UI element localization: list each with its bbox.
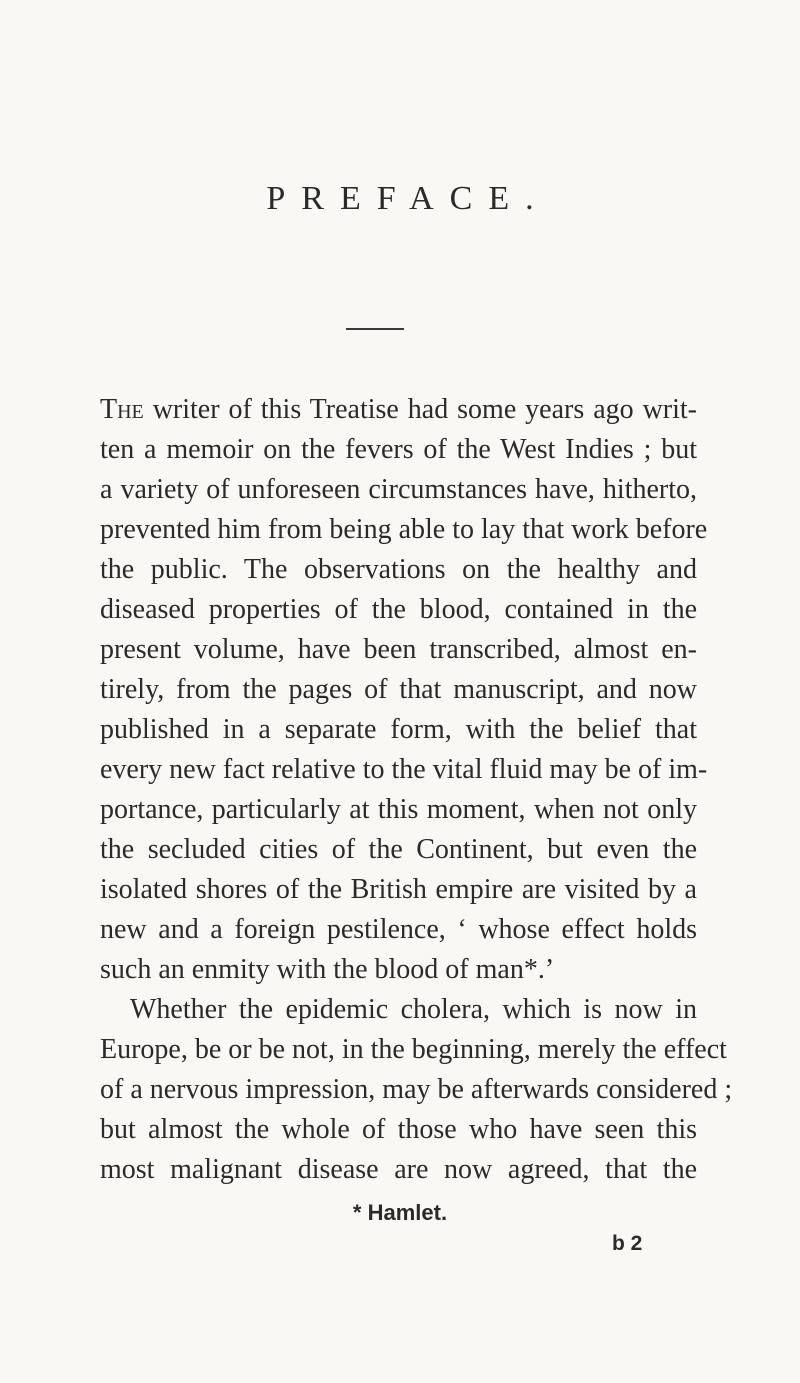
page-heading: PREFACE. xyxy=(266,180,550,217)
body-line-14: new and a foreign pestilence, ‘ whose effect holds xyxy=(100,914,697,945)
footnote: * Hamlet. xyxy=(352,1200,448,1225)
heading-rule xyxy=(346,328,404,330)
signature-mark: b 2 xyxy=(612,1232,643,1255)
drop-word: The xyxy=(100,394,144,425)
body-line-19: but almost the whole of those who have seen this xyxy=(100,1114,697,1145)
body-line-11: portance, particularly at this moment, when not only xyxy=(100,794,697,825)
body-line-13: isolated shores of the British empire are visited by a xyxy=(100,874,697,905)
body-line-17: Europe, be or be not, in the beginning, merely the effect xyxy=(100,1034,727,1065)
body-line-9: published in a separate form, with the belief that xyxy=(100,714,697,745)
body-line-18: of a nervous impression, may be afterwards considered ; xyxy=(100,1074,733,1105)
body-line-6: diseased properties of the blood, contained in the xyxy=(100,594,697,625)
body-line-1-text: writer of this Treatise had some years ago writ- xyxy=(143,394,697,425)
body-line-15: such an enmity with the blood of man*.’ xyxy=(100,954,555,985)
body-line-7: present volume, have been transcribed, almost en- xyxy=(100,634,697,665)
body-line-1 xyxy=(100,390,697,430)
body-line-20: most malignant disease are now agreed, that the xyxy=(100,1154,697,1185)
body-line-8: tirely, from the pages of that manuscript, and now xyxy=(100,674,697,705)
body-line-12: the secluded cities of the Continent, but even the xyxy=(100,834,697,865)
body-line-10: every new fact relative to the vital fluid may be of im- xyxy=(100,754,708,785)
body-line-2: ten a memoir on the fevers of the West Indies ; but xyxy=(100,434,697,465)
body-line-5: the public. The observations on the healthy and xyxy=(100,554,697,585)
body-line-16: Whether the epidemic cholera, which is now in xyxy=(130,994,697,1025)
body-line-4: prevented him from being able to lay that work before xyxy=(100,514,708,545)
body-line-3: a variety of unforeseen circumstances have, hitherto, xyxy=(100,474,697,505)
